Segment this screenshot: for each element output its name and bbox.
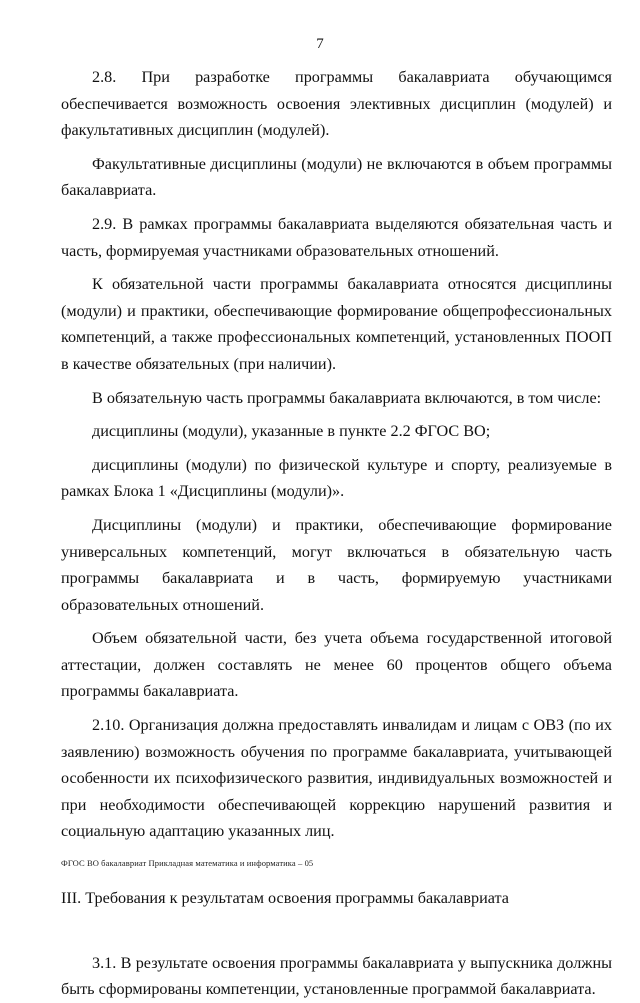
- page-number: 7: [316, 36, 324, 52]
- paragraph-list-item-2: дисциплины (модули) по физической культуре и спорту, реализуемые в рамках Блока 1 «Дисциплины (модули)».: [61, 455, 612, 501]
- section-heading: III. Требования к результатам освоения программы бакалавриата: [61, 889, 509, 908]
- paragraph-mandatory-volume: Объем обязательной части, без учета объема государственной итоговой аттестации, должен составлять не менее 60 процентов общего объема программы бакалавриата.: [61, 629, 612, 701]
- paragraph-mandatory-part: К обязательной части программы бакалавриата относятся дисциплины (модули) и практики, обеспечивающие формирование общепрофессиональных компетенций, а также профессиональных компетенций, установленных ПООП в качестве обязательных (при наличии).: [61, 275, 612, 373]
- paragraph-universal-competencies: Дисциплины (модули) и практики, обеспечивающие формирование универсальных компетенций, могут включаться в обязательную часть программы бакалавриата и в часть, формируемую участниками образовательных отношений.: [61, 515, 612, 614]
- paragraph-2-9: 2.9. В рамках программы бакалавриата выделяются обязательная часть и часть, формируемая участниками образовательных отношений.: [61, 214, 612, 260]
- paragraph-2-10: 2.10. Организация должна предоставлять инвалидам и лицам с ОВЗ (по их заявлению) возможность обучения по программе бакалавриата, учитывающей особенности их психофизического развития, индивидуальных возможностей и при необходимости обеспечивающей коррекцию нарушений развития и социальную адаптацию указанных лиц.: [61, 716, 612, 841]
- paragraph-optional-disciplines: Факультативные дисциплины (модули) не включаются в объем программы бакалавриата.: [61, 154, 612, 200]
- paragraph-list-item-1: дисциплины (модули), указанные в пункте 2.2 ФГОС ВО;: [92, 422, 491, 441]
- paragraph-mandatory-includes: В обязательную часть программы бакалавриата включаются, в том числе:: [92, 388, 602, 407]
- paragraph-3-1: 3.1. В результате освоения программы бакалавриата у выпускника должны быть сформированы компетенции, установленные программой бакалавриата.: [61, 953, 612, 999]
- document-footer: ФГОС ВО бакалавриат Прикладная математика и информатика – 05: [61, 858, 314, 868]
- paragraph-2-8: 2.8. При разработке программы бакалавриата обучающимся обеспечивается возможность освоения элективных дисциплин (модулей) и факультативных дисциплин (модулей).: [61, 68, 612, 140]
